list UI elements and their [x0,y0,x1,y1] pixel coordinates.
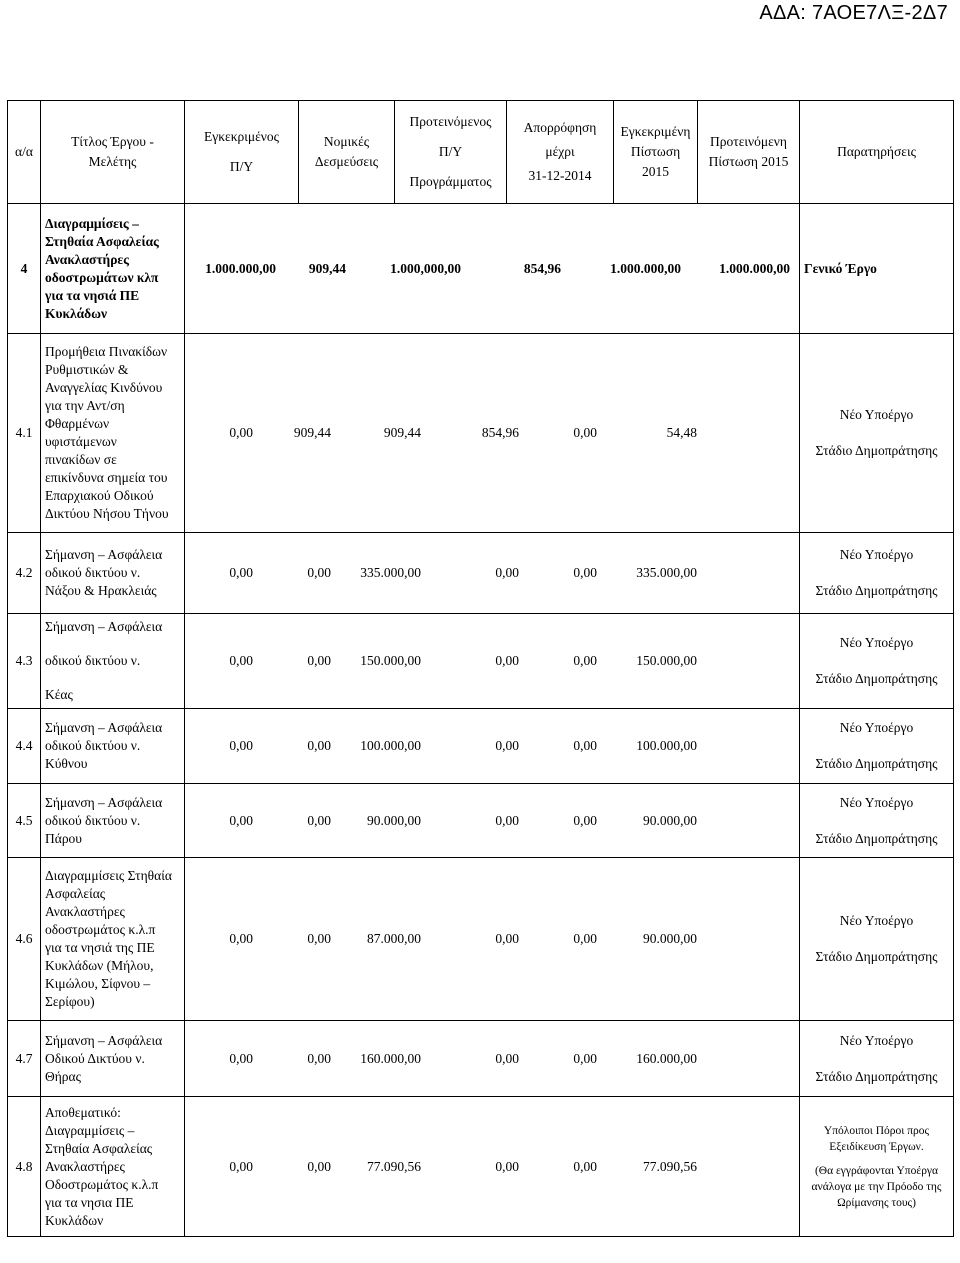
project-title-line: Κέας [45,687,73,702]
project-title [41,204,185,334]
project-title-line: οδοστρωμάτων κλπ [45,269,159,285]
table-row [8,334,954,533]
remark-stage: Στάδιο Δημοπράτησης [815,443,938,458]
approved-budget-value: 1.000.000,00 [205,260,276,276]
proposed-budget-value: 335.000,00 [360,565,421,580]
project-title [41,334,185,533]
absorption-value: 854,96 [481,425,519,440]
absorption-value: 0,00 [495,812,519,828]
proposed-credit-value: 1.000.000,00 [719,260,790,276]
project-title-line: Κυκλάδων [45,1212,104,1228]
approved-credit-value: 0,00 [573,1158,597,1174]
absorption-value: 0,00 [495,738,519,753]
project-title-line: οδικού δικτύου ν. [45,653,141,668]
project-title-line: για τα νησιά της ΠΕ [45,940,155,955]
absorption-value: 0,00 [495,1158,519,1174]
table-row [8,1097,954,1237]
amounts-cell [185,1021,800,1097]
amounts-line [185,812,799,830]
project-title-line: οδικού δικτύου ν. [45,738,141,753]
project-title-line: οδικού δικτύου ν. [45,565,141,580]
remarks-cell [800,533,954,614]
row-number: 4 [8,204,41,334]
amounts-cell [185,1097,800,1237]
project-title-line: Οδικού Δικτύου ν. [45,1050,145,1066]
table-row [8,709,954,784]
proposed-credit-value: 54,48 [666,425,697,440]
project-title-line: Φθαρμένων [45,416,110,431]
legal-commitments-value: 0,00 [307,565,331,580]
remark-stage: Στάδιο Δημοπράτησης [815,756,938,771]
remark-note-line: Ωρίμανσης τους) [837,1196,916,1209]
header-approved-credit: Εγκεκριμένη Πίστωση 2015 [614,101,698,204]
project-title-line: Προμήθεια Πινακίδων [45,344,168,359]
remark-status: Νέο Υποέργο [839,913,914,928]
amounts-cell [185,858,800,1021]
project-title-line: οδοστρωμάτος κ.λ.π [45,922,156,937]
ada-stamp: ΑΔΑ: 7ΑΟΕ7ΛΞ-2Δ7 [759,2,948,24]
proposed-credit-value: 160.000,00 [636,1050,697,1066]
amounts-line [185,564,799,582]
remark-status: Γενικό Έργο [804,260,877,276]
project-title-line: Αναγγελίας Κινδύνου [45,380,163,395]
remark-status: Νέο Υποέργο [839,407,914,422]
project-title-line: πινακίδων σε [45,452,117,467]
remark-stage: Στάδιο Δημοπράτησης [815,830,938,846]
proposed-credit-value: 335.000,00 [636,565,697,580]
project-title-line: Διαγραμμίσεις – [45,1122,135,1138]
project-title-line: Σήμανση – Ασφάλεια [45,794,163,810]
remark-stage: Στάδιο Δημοπράτησης [815,1068,938,1084]
project-title [41,533,185,614]
project-title-line: Σήμανση – Ασφάλεια [45,547,163,562]
amounts-line [185,1158,799,1176]
row-number: 4.3 [8,614,41,709]
remarks-cell [800,784,954,858]
header-approved-budget: Εγκεκριμένος Π/Υ [185,101,299,204]
project-title [41,614,185,709]
remark-note-line: Υπόλοιποι Πόροι προς [823,1124,930,1137]
approved-budget-value: 0,00 [229,812,253,828]
remark-note-line [800,1155,953,1163]
amounts-cell [185,709,800,784]
remarks-cell [800,204,954,334]
project-title-line: Κιμώλου, Σίφνου – [45,976,151,991]
legal-commitments-value: 0,00 [307,738,331,753]
remark-note-line: Εξειδίκευση Έργων. [829,1140,924,1153]
header-aa: α/α [8,101,41,204]
remark-stage: Στάδιο Δημοπράτησης [815,583,938,598]
project-title [41,1097,185,1237]
amounts-cell [185,204,800,334]
approved-budget-value: 0,00 [229,425,253,440]
project-title-line: Σήμανση – Ασφάλεια [45,619,163,634]
absorption-value: 0,00 [495,565,519,580]
legal-commitments-value: 909,44 [293,425,331,440]
amounts-line [185,424,799,442]
remark-note-line: ανάλογα με την Πρόοδο της [811,1180,942,1193]
table-row [8,858,954,1021]
proposed-budget-value: 909,44 [383,425,421,440]
absorption-value: 0,00 [495,653,519,668]
amounts-line [185,260,799,278]
remarks-cell [800,709,954,784]
proposed-credit-value: 90.000,00 [643,931,697,946]
approved-credit-value: 0,00 [573,931,597,946]
legal-commitments-value: 0,00 [307,931,331,946]
table-row [8,614,954,709]
proposed-credit-value: 150.000,00 [636,653,697,668]
row-number: 4.4 [8,709,41,784]
proposed-budget-value: 87.000,00 [367,931,421,946]
absorption-value: 854,96 [523,260,561,276]
proposed-budget-value: 150.000,00 [360,653,421,668]
amounts-cell [185,334,800,533]
project-title-line: υφιστάμενων [45,434,117,449]
project-title-line: Ανακλαστήρες [45,251,129,267]
project-title-line: Πάρου [45,830,82,846]
amounts-line [185,652,799,670]
proposed-credit-value: 77.090,56 [643,1158,697,1174]
project-title-line: για την Αντ/ση [45,398,125,413]
remarks-cell [800,614,954,709]
proposed-budget-value: 90.000,00 [367,812,421,828]
remark-note-line: (Θα εγγράφονται Υποέργα [814,1164,939,1177]
amounts-cell [185,784,800,858]
approved-credit-value: 0,00 [573,1050,597,1066]
project-title-line: Σήμανση – Ασφάλεια [45,720,163,735]
approved-credit-value: 0,00 [573,738,597,753]
header-title: Τίτλος Έργου - Μελέτης [41,101,185,204]
amounts-line [185,1050,799,1068]
header-legal-commitments: Νομικές Δεσμεύσεις [299,101,395,204]
project-title-line: για τα νησιά ΠΕ [45,287,140,303]
row-number: 4.1 [8,334,41,533]
legal-commitments-value: 0,00 [307,1158,331,1174]
row-number: 4.8 [8,1097,41,1237]
project-title-line: Στηθαία Ασφαλείας [45,233,159,249]
project-title-line: Κύθνου [45,756,88,771]
proposed-budget-value: 1.000,000,00 [390,260,461,276]
header-remarks: Παρατηρήσεις [800,101,954,204]
approved-budget-value: 0,00 [229,738,253,753]
table-row [8,1021,954,1097]
project-title [41,858,185,1021]
proposed-credit-value: 90.000,00 [643,812,697,828]
project-title-line: Σήμανση – Ασφάλεια [45,1032,163,1048]
row-number: 4.5 [8,784,41,858]
proposed-budget-value: 77.090,56 [367,1158,421,1174]
budget-table [7,100,954,1237]
approved-budget-value: 0,00 [229,565,253,580]
amounts-cell [185,614,800,709]
project-title-line: Ανακλαστήρες [45,1158,125,1174]
remark-status: Νέο Υποέργο [839,635,914,650]
header-proposed-budget: Προτεινόμενος Π/Υ Προγράμματος [395,101,507,204]
project-title-line: Επαρχιακού Οδικού [45,488,154,503]
approved-credit-value: 0,00 [573,425,597,440]
project-title [41,1021,185,1097]
amounts-line [185,737,799,755]
proposed-budget-value: 160.000,00 [360,1050,421,1066]
remark-status: Νέο Υποέργο [839,547,914,562]
absorption-value: 0,00 [495,931,519,946]
table-row [8,784,954,858]
remarks-cell [800,858,954,1021]
project-title-line: Διαγραμμίσεις – [45,215,139,231]
project-title-line: Στηθαία Ασφαλείας [45,1140,153,1156]
table-row [8,533,954,614]
remarks-cell [800,334,954,533]
project-title-line: επικίνδυνα σημεία του [45,470,168,485]
project-title-line: Νάξου & Ηρακλειάς [45,583,157,598]
project-title [41,784,185,858]
proposed-credit-value: 100.000,00 [636,738,697,753]
project-title-line: οδικού δικτύου ν. [45,812,141,828]
project-title-line: Ασφαλείας [45,886,106,901]
remark-stage: Στάδιο Δημοπράτησης [815,671,938,686]
approved-budget-value: 0,00 [229,1158,253,1174]
row-number: 4.6 [8,858,41,1021]
project-title-line: για τα νησια ΠΕ [45,1194,134,1210]
legal-commitments-value: 909,44 [308,260,346,276]
absorption-value: 0,00 [495,1050,519,1066]
project-title-line: Διαγραμμίσεις Στηθαία [45,868,172,883]
project-title-line: Αποθεματικό: [45,1104,121,1120]
legal-commitments-value: 0,00 [307,653,331,668]
approved-credit-value: 0,00 [573,653,597,668]
row-number: 4.7 [8,1021,41,1097]
remarks-cell [800,1021,954,1097]
approved-budget-value: 0,00 [229,931,253,946]
table-row [8,204,954,334]
approved-credit-value: 0,00 [573,812,597,828]
legal-commitments-value: 0,00 [307,1050,331,1066]
project-title-line: Ρυθμιστικών & [45,362,129,377]
approved-budget-value: 0,00 [229,653,253,668]
project-title-line: Οδοστρωμάτος κ.λ.π [45,1176,159,1192]
header-absorption: Απορρόφηση μέχρι 31-12-2014 [507,101,614,204]
project-title-line: Θήρας [45,1068,81,1084]
remark-status: Νέο Υποέργο [839,794,914,810]
legal-commitments-value: 0,00 [307,812,331,828]
header-proposed-credit: Προτεινόμενη Πίστωση 2015 [698,101,800,204]
remark-status: Νέο Υποέργο [839,720,914,735]
amounts-line [185,930,799,948]
approved-budget-value: 0,00 [229,1050,253,1066]
remark-status: Νέο Υποέργο [839,1032,914,1048]
approved-credit-value: 1.000.000,00 [610,260,681,276]
row-number: 4.2 [8,533,41,614]
table-header-row [8,101,954,204]
approved-credit-value: 0,00 [573,565,597,580]
project-title-line: Σερίφου) [45,994,95,1009]
project-title-line: Κυκλάδων [45,305,108,321]
project-title-line: Δικτύου Νήσου Τήνου [45,506,169,521]
project-title-line: Κυκλάδων (Μήλου, [45,958,154,973]
remark-stage: Στάδιο Δημοπράτησης [815,949,938,964]
project-title-line: Ανακλαστήρες [45,904,125,919]
remarks-cell [800,1097,954,1237]
proposed-budget-value: 100.000,00 [360,738,421,753]
amounts-cell [185,533,800,614]
project-title [41,709,185,784]
